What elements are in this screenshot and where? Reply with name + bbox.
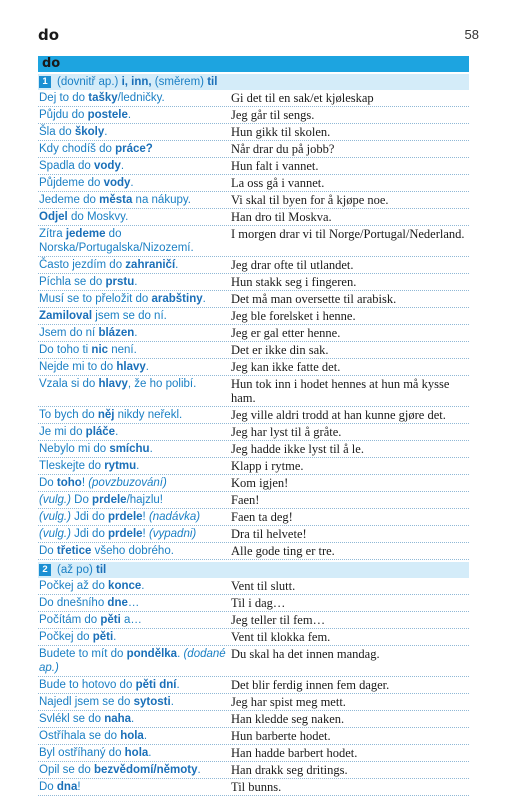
phrase-segment: Bude to hotovo do: [39, 679, 136, 691]
czech-phrase: [38, 694, 229, 710]
czech-phrase: [38, 308, 229, 324]
translation-row: [38, 175, 469, 192]
headword-highlight: Zamiloval: [39, 310, 93, 322]
translation-row: [38, 458, 469, 475]
translation-row: [38, 694, 469, 711]
phrase-segment: Půjdeme do: [39, 177, 104, 189]
phrase-segment: Jdi do: [70, 511, 109, 523]
phrase-segment: .: [134, 276, 138, 288]
czech-phrase: [38, 141, 229, 157]
phrase-segment: .: [149, 443, 153, 455]
norwegian-translation: Hun stakk seg i fingeren.: [231, 275, 357, 289]
phrase-segment: Najedl jsem se do: [39, 696, 134, 708]
czech-phrase: [38, 779, 229, 795]
phrase-segment: !: [142, 528, 149, 540]
headword-highlight: jedeme: [65, 228, 106, 240]
headword-highlight: arabštiny: [151, 293, 203, 305]
translation-row: [38, 526, 469, 543]
headword-highlight: prdele: [108, 528, 143, 540]
czech-phrase: [38, 257, 229, 273]
phrase-segment: Půjdu do: [39, 109, 88, 121]
phrase-segment: Ostříhala se do: [39, 730, 121, 742]
czech-phrase: [38, 407, 229, 423]
phrase-segment: .: [177, 648, 184, 660]
phrase-segment: do Moskvy.: [67, 211, 129, 223]
headword-highlight: hola: [124, 747, 149, 759]
norwegian-translation: Jeg hadde ikke lyst til å le.: [231, 442, 364, 456]
phrase-segment: Do: [39, 545, 57, 557]
headword-highlight: Odjel: [39, 211, 68, 223]
headword-highlight: třetice: [56, 545, 92, 557]
czech-phrase: [38, 595, 229, 611]
headword-highlight: pláče: [85, 426, 116, 438]
phrase-segment: !: [77, 781, 81, 793]
translation-row: [38, 308, 469, 325]
headword-highlight: pěti: [92, 631, 114, 643]
headword-highlight: prdele: [108, 511, 143, 523]
headword-highlight: pěti: [100, 614, 121, 626]
phrase-segment: Dej to do: [39, 92, 89, 104]
translation-row: [38, 677, 469, 694]
phrase-segment: Nebylo mi do: [39, 443, 110, 455]
translation-row: [38, 325, 469, 342]
czech-phrase: [38, 492, 229, 508]
running-headword: do: [38, 26, 60, 44]
headword-highlight: města: [99, 194, 133, 206]
norwegian-translation: Det er ikke din sak.: [231, 343, 329, 357]
translation-row: [38, 124, 469, 141]
norwegian-translation: Gi det til en sak/et kjøleskap: [231, 91, 374, 105]
norwegian-translation: Hun falt i vannet.: [231, 159, 319, 173]
norwegian-translation: Jeg teller til fem…: [231, 613, 326, 627]
norwegian-translation: Hun gikk til skolen.: [231, 125, 331, 139]
czech-phrase: [38, 342, 229, 358]
phrase-segment: Kdy chodíš do: [39, 143, 116, 155]
phrase-segment: …: [127, 597, 140, 609]
norwegian-translation: Han kledde seg naken.: [231, 712, 345, 726]
phrase-segment: .: [197, 764, 201, 776]
czech-phrase: [38, 376, 229, 406]
czech-phrase: [38, 475, 229, 491]
phrase-segment: Vzala si do: [39, 378, 99, 390]
sense-header: [38, 74, 469, 90]
norwegian-translation: Klapp i rytme.: [231, 459, 304, 473]
phrase-segment: !: [142, 511, 149, 523]
norwegian-translation: Alle gode ting er tre.: [231, 544, 335, 558]
headword-highlight: naha: [104, 713, 132, 725]
phrase-segment: a…: [120, 614, 142, 626]
czech-phrase: [38, 612, 229, 628]
norwegian-translation: Jeg ble forelsket i henne.: [231, 309, 356, 323]
norwegian-translation: Han drakk seg dritings.: [231, 763, 348, 777]
czech-phrase: [38, 158, 229, 174]
phrase-segment: .: [143, 730, 148, 742]
czech-phrase: [38, 124, 229, 140]
headword-highlight: školy: [74, 126, 105, 138]
czech-phrase: [38, 711, 229, 727]
translation-row: [38, 578, 469, 595]
phrase-segment: Do: [70, 494, 93, 506]
phrase-segment: Musí se to přeložit do: [39, 293, 152, 305]
phrase-segment: Do dnešního: [39, 597, 108, 609]
phrase-segment: všeho dobrého.: [91, 545, 174, 557]
headword-highlight: bezvědomí/němoty: [93, 764, 198, 776]
entry-title-band: do: [38, 56, 469, 72]
phrase-segment: .: [136, 460, 140, 472]
phrase-segment: .: [148, 747, 152, 759]
norwegian-translation: Du skal ha det innen mandag.: [231, 647, 380, 661]
czech-phrase: [38, 209, 229, 225]
phrase-segment: Šla do: [39, 126, 75, 138]
dictionary-entry: [38, 56, 469, 796]
norwegian-translation: Han hadde barbert hodet.: [231, 746, 358, 760]
phrase-segment: Píchla se do: [39, 276, 106, 288]
norwegian-translation: I morgen drar vi til Norge/Portugal/Nederland.: [231, 227, 465, 241]
translation-row: [38, 407, 469, 424]
phrase-segment: Byl ostříhaný do: [39, 747, 125, 759]
headword-highlight: dne: [107, 597, 128, 609]
phrase-segment: Jsem do ní: [39, 327, 99, 339]
phrase-segment: .: [175, 259, 179, 271]
headword-highlight: vody: [103, 177, 131, 189]
phrase-segment: (vulg.): [39, 494, 71, 506]
sense-label-part: (až po): [57, 564, 93, 576]
czech-phrase: [38, 458, 229, 474]
translation-row: [38, 107, 469, 124]
phrase-segment: do Norska/Portugalska/Nizozemí.: [39, 228, 194, 254]
translation-row: [38, 629, 469, 646]
phrase-segment: Počítám do: [39, 614, 101, 626]
phrase-segment: (dodané ap.): [39, 648, 226, 674]
translation-row: [38, 274, 469, 291]
czech-phrase: [38, 677, 229, 693]
translation-row: [38, 646, 469, 677]
norwegian-translation: Han dro til Moskva.: [231, 210, 332, 224]
page-header: [38, 26, 479, 46]
translation-row: [38, 728, 469, 745]
phrase-segment: .: [131, 713, 135, 725]
translation-row: [38, 342, 469, 359]
headword-highlight: něj: [97, 409, 115, 421]
czech-phrase: [38, 359, 229, 375]
czech-phrase: [38, 762, 229, 778]
phrase-segment: Jdi do: [70, 528, 109, 540]
sense-number-badge: 1: [39, 76, 51, 88]
phrase-segment: .: [145, 361, 149, 373]
phrase-segment: .: [130, 177, 134, 189]
phrase-segment: /ledničky.: [117, 92, 165, 104]
phrase-segment: , že ho polibí.: [127, 378, 197, 390]
translation-row: [38, 475, 469, 492]
norwegian-translation: La oss gå i vannet.: [231, 176, 325, 190]
norwegian-translation: Vi skal til byen for å kjøpe noe.: [231, 193, 389, 207]
phrase-segment: Tleskejte do: [39, 460, 105, 472]
czech-phrase: [38, 274, 229, 290]
phrase-segment: Nejde mi to do: [39, 361, 117, 373]
phrase-segment: (vulg.): [39, 511, 71, 523]
norwegian-translation: Jeg ville aldri trodd at han kunne gjøre det.: [231, 408, 446, 422]
phrase-segment: Často jezdím do: [39, 259, 126, 271]
sense-header: [38, 562, 469, 578]
phrase-segment: .: [115, 426, 119, 438]
headword-highlight: toho: [56, 477, 82, 489]
phrase-segment: .: [134, 327, 138, 339]
phrase-segment: .: [104, 126, 108, 138]
czech-phrase: [38, 728, 229, 744]
translation-row: [38, 779, 469, 796]
translation-row: [38, 226, 469, 257]
sense-label-part: til: [96, 564, 107, 576]
phrase-segment: .: [120, 160, 125, 172]
translation-row: [38, 141, 469, 158]
czech-phrase: [38, 424, 229, 440]
phrase-segment: To bych do: [39, 409, 98, 421]
headword-highlight: smíchu: [109, 443, 150, 455]
phrase-segment: .: [170, 696, 174, 708]
phrase-segment: Svlékl se do: [39, 713, 105, 725]
czech-phrase: [38, 509, 229, 525]
phrase-segment: Do toho ti: [39, 344, 92, 356]
phrase-segment: Počkej až do: [39, 580, 109, 592]
phrase-segment: Zítra: [39, 228, 66, 240]
headword-highlight: vody: [94, 160, 121, 172]
phrase-segment: Do: [39, 781, 57, 793]
sense-label-part: i, inn,: [121, 76, 152, 88]
norwegian-translation: Dra til helvete!: [231, 527, 307, 541]
norwegian-translation: Vent til klokka fem.: [231, 630, 331, 644]
headword-highlight: dna: [56, 781, 78, 793]
headword-highlight: postele: [87, 109, 128, 121]
translation-row: [38, 359, 469, 376]
norwegian-translation: Vent til slutt.: [231, 579, 296, 593]
translation-row: [38, 441, 469, 458]
norwegian-translation: Jeg går til sengs.: [231, 108, 315, 122]
phrase-segment: (povzbuzování): [88, 477, 167, 489]
headword-highlight: pondělka: [126, 648, 178, 660]
phrase-segment: nikdy neřekl.: [114, 409, 183, 421]
translation-row: [38, 424, 469, 441]
phrase-segment: Jedeme do: [39, 194, 100, 206]
phrase-segment: (vulg.): [39, 528, 71, 540]
phrase-segment: /hajzlu!: [126, 494, 163, 506]
headword-highlight: zahraničí: [125, 259, 176, 271]
translation-row: [38, 543, 469, 560]
czech-phrase: [38, 543, 229, 559]
headword-highlight: sytosti: [133, 696, 171, 708]
czech-phrase: [38, 226, 229, 256]
czech-phrase: [38, 441, 229, 457]
translation-row: [38, 376, 469, 407]
headword-highlight: prdele: [92, 494, 127, 506]
czech-phrase: [38, 629, 229, 645]
norwegian-translation: Det blir ferdig innen fem dager.: [231, 678, 390, 692]
phrase-segment: není.: [108, 344, 137, 356]
translation-row: [38, 209, 469, 226]
norwegian-translation: Til i dag…: [231, 596, 286, 610]
norwegian-translation: Jeg har spist meg mett.: [231, 695, 346, 709]
norwegian-translation: Jeg har lyst til å gråte.: [231, 425, 342, 439]
norwegian-translation: Kom igjen!: [231, 476, 289, 490]
sense-number-badge: 2: [39, 564, 51, 576]
norwegian-translation: Jeg kan ikke fatte det.: [231, 360, 341, 374]
norwegian-translation: Jeg er gal etter henne.: [231, 326, 341, 340]
translation-row: [38, 762, 469, 779]
phrase-segment: (nadávka): [148, 511, 201, 523]
phrase-segment: .: [113, 631, 117, 643]
norwegian-translation: Jeg drar ofte til utlandet.: [231, 258, 354, 272]
czech-phrase: [38, 646, 229, 676]
headword-highlight: hlavy: [116, 361, 146, 373]
translation-row: [38, 492, 469, 509]
phrase-segment: .: [202, 293, 206, 305]
translation-row: [38, 192, 469, 209]
translation-row: [38, 158, 469, 175]
norwegian-translation: Hun tok inn i hodet hennes at hun må kysse ham.: [231, 377, 450, 405]
headword-highlight: práce?: [115, 143, 153, 155]
czech-phrase: [38, 578, 229, 594]
headword-highlight: hola: [120, 730, 144, 742]
translation-row: [38, 745, 469, 762]
page-number: 58: [464, 27, 479, 42]
sense-label-part: (směrem): [154, 76, 204, 88]
phrase-segment: .: [141, 580, 145, 592]
phrase-segment: (vypadni): [148, 528, 197, 540]
sense-label-part: til: [207, 76, 218, 88]
phrase-segment: Je mi do: [39, 426, 86, 438]
headword-highlight: tašky: [88, 92, 118, 104]
phrase-segment: Opil se do: [39, 764, 94, 776]
czech-phrase: [38, 90, 229, 106]
czech-phrase: [38, 175, 229, 191]
czech-phrase: [38, 291, 229, 307]
phrase-segment: jsem se do ní.: [92, 310, 167, 322]
phrase-segment: .: [176, 679, 180, 691]
translation-row: [38, 257, 469, 274]
phrase-segment: na nákupy.: [132, 194, 191, 206]
translation-row: [38, 291, 469, 308]
headword-highlight: konce: [108, 580, 142, 592]
norwegian-translation: Hun barberte hodet.: [231, 729, 331, 743]
norwegian-translation: Til bunns.: [231, 780, 282, 794]
sense-label-part: (dovnitř ap.): [57, 76, 119, 88]
phrase-segment: Do: [39, 477, 57, 489]
phrase-segment: Budete to mít do: [39, 648, 127, 660]
phrase-segment: Spadla do: [39, 160, 94, 172]
headword-highlight: blázen: [98, 327, 135, 339]
norwegian-translation: Faen ta deg!: [231, 510, 293, 524]
headword-highlight: rytmu: [104, 460, 137, 472]
czech-phrase: [38, 107, 229, 123]
headword-highlight: hlavy: [98, 378, 128, 390]
headword-highlight: pěti dní: [135, 679, 177, 691]
translation-row: [38, 612, 469, 629]
headword-highlight: nic: [91, 344, 109, 356]
czech-phrase: [38, 192, 229, 208]
norwegian-translation: Når drar du på jobb?: [231, 142, 335, 156]
translation-row: [38, 90, 469, 107]
norwegian-translation: Faen!: [231, 493, 260, 507]
czech-phrase: [38, 526, 229, 542]
phrase-segment: .: [127, 109, 132, 121]
translation-row: [38, 711, 469, 728]
phrase-segment: !: [81, 477, 89, 489]
headword-highlight: prstu: [105, 276, 135, 288]
czech-phrase: [38, 745, 229, 761]
translation-row: [38, 595, 469, 612]
phrase-segment: Počkej do: [39, 631, 93, 643]
norwegian-translation: Det må man oversette til arabisk.: [231, 292, 397, 306]
translation-row: [38, 509, 469, 526]
czech-phrase: [38, 325, 229, 341]
